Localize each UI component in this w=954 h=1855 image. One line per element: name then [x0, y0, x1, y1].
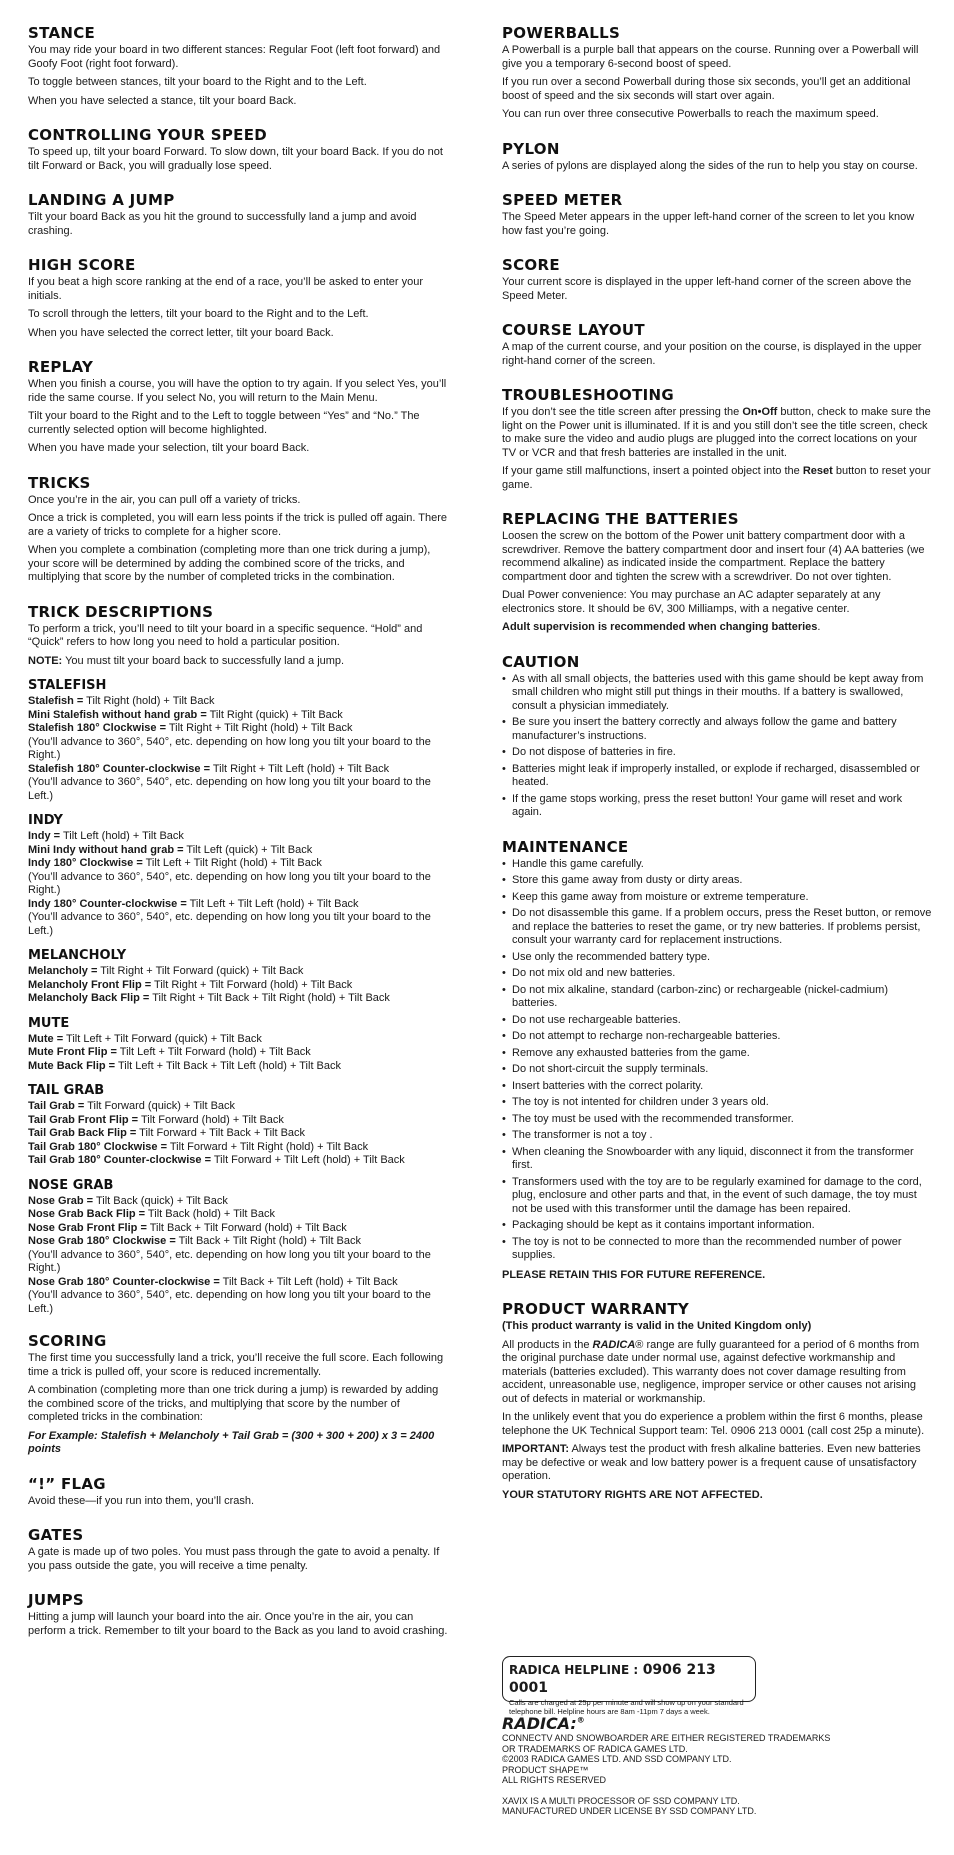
trick-line — [28, 844, 448, 858]
paragraph: To perform a trick, you’ll need to tilt your board in a specific sequence. “Hold” and “Quick” refers to how long you need to hold a particular position. — [28, 622, 423, 648]
trick-sequence: Tilt Left + Tilt Back + Tilt Left (hold) + Tilt Back — [115, 1059, 342, 1072]
section-title: COURSE LAYOUT — [502, 321, 645, 339]
trick-name: Nose Grab 180° Clockwise = — [28, 1235, 176, 1247]
list-item: • As with all small objects, the batteries used with this game should be kept away from small children who might still put things in their mouths. If a battery is swallowed, consult a physician immediately. — [502, 673, 932, 714]
legal-line: ALL RIGHTS RESERVED — [502, 1775, 607, 1785]
section-title: CAUTION — [502, 652, 580, 671]
list-item: • The toy is not intented for children under 3 years old. — [502, 1096, 932, 1110]
trick-name: Mini Indy without hand grab = — [28, 843, 184, 856]
section-title: POWERBALLS — [502, 24, 621, 42]
paragraph: You may ride your board in two different stances: Regular Foot (left foot forward) and Goofy Foot (right foot forward). — [28, 44, 441, 70]
helpline-label: RADICA HELPLINE : — [509, 1663, 639, 1677]
section-scoring — [28, 1332, 448, 1457]
section-maintenance — [502, 838, 932, 1283]
trick-group-melancholy — [28, 948, 448, 1006]
trick-line — [28, 1208, 448, 1222]
left-column — [28, 24, 448, 1656]
trick-sequence: Tilt Right + Tilt Forward (hold) + Tilt Back — [151, 978, 353, 991]
trick-line — [28, 763, 448, 777]
trick-note: (You’ll advance to 360°, 540°, etc. depending on how long you tilt your board to the Right.) — [28, 1248, 431, 1274]
trick-name: Tail Grab 180° Counter-clockwise = — [28, 1154, 212, 1166]
registered-mark: ® — [576, 1715, 585, 1725]
section-speed — [28, 126, 448, 173]
section-tricks — [28, 474, 448, 585]
paragraph: When you complete a combination (completing more than one trick during a jump), your score will be determined by adding the combined score of the tricks, and multiplying that score by the number of completed tricks in the combination. — [28, 544, 431, 583]
trick-sequence: Tilt Back (quick) + Tilt Back — [93, 1194, 228, 1207]
trick-name: Nose Grab 180° Counter-clockwise = — [28, 1275, 220, 1288]
trick-name: Mute Front Flip = — [28, 1046, 117, 1058]
list-item: • Do not use rechargeable batteries. — [502, 1014, 932, 1028]
note — [28, 655, 448, 669]
section-title: PYLON — [502, 139, 560, 158]
trick-note: (You’ll advance to 360°, 540°, etc. depending on how long you tilt your board to the Right.) — [28, 735, 431, 761]
trick-name: Melancholy = — [28, 965, 98, 977]
section-title: REPLACING THE BATTERIES — [502, 510, 739, 528]
paragraph — [502, 406, 932, 460]
paragraph: If you run over a second Powerball during those six seconds, you’ll get an additional boost of speed and the six seconds will start over again. — [502, 76, 911, 102]
trick-name: Nose Grab Front Flip = — [28, 1221, 147, 1234]
trick-sequence: Tilt Back + Tilt Right (hold) + Tilt Back — [175, 1235, 362, 1247]
legal-line: PRODUCT SHAPE™ — [502, 1764, 589, 1775]
section-replay — [28, 358, 448, 456]
trick-line — [28, 1141, 448, 1155]
trick-name: Indy 180° Clockwise = — [28, 857, 143, 869]
text: button to reset your game. — [502, 465, 931, 491]
trick-line — [28, 1154, 448, 1168]
section-title: PRODUCT WARRANTY — [502, 1300, 690, 1318]
paragraph: To toggle between stances, tilt your board to the Right and to the Left. — [28, 76, 367, 88]
section-troubleshooting — [502, 386, 932, 492]
warranty-subtitle: (This product warranty is valid in the United Kingdom only) — [502, 1320, 812, 1332]
paragraph: To scroll through the letters, tilt your board to the Right and to the Left. — [28, 308, 369, 320]
trick-sequence: Tilt Back + Tilt Forward (hold) + Tilt Back — [146, 1221, 347, 1234]
on-off-label: On•Off — [742, 406, 778, 418]
list-item: • Keep this game away from moisture or extreme temperature. — [502, 891, 932, 905]
section-replacing-batteries — [502, 510, 932, 635]
section-jumps — [28, 1591, 448, 1638]
trick-line — [28, 1033, 448, 1047]
section-title: SCORE — [502, 256, 560, 274]
paragraph: In the unlikely event that you do experience a problem within the first 6 months, please telephone the UK Technical Support team: Tel. 0906 213 0001 (call cost 25p a minute). — [502, 1411, 925, 1437]
retain-notice: PLEASE RETAIN THIS FOR FUTURE REFERENCE. — [502, 1268, 766, 1281]
paragraph: The Speed Meter appears in the upper left-hand corner of the screen to let you know how fast you’re going. — [502, 211, 915, 237]
trick-line — [28, 1114, 448, 1128]
trick-name: Mini Stalefish without hand grab = — [28, 708, 207, 721]
trick-name: Stalefish 180° Clockwise = — [28, 722, 166, 734]
trick-line — [28, 1195, 448, 1209]
paragraph: A Powerball is a purple ball that appears on the course. Running over a Powerball will give you a temporary 6-second boost of speed. — [502, 44, 919, 70]
legal-line: MANUFACTURED UNDER LICENSE BY SSD COMPANY LTD. — [502, 1806, 757, 1816]
section-title: TRICKS — [28, 473, 91, 492]
trick-sequence: Tilt Right + Tilt Right (hold) + Tilt Back — [166, 722, 353, 734]
scoring-example: For Example: Stalefish + Melancholy + Tail Grab = (300 + 300 + 200) x 3 = 2400 points — [28, 1429, 435, 1455]
text: If your game still malfunctions, insert a pointed object into the — [502, 465, 803, 477]
trick-sequence: Tilt Forward (hold) + Tilt Back — [138, 1113, 284, 1126]
trick-group-stalefish — [28, 678, 448, 803]
trick-group-title: NOSE GRAB — [28, 1177, 114, 1193]
list-item: • If the game stops working, press the reset button! Your game will reset and work again. — [502, 793, 932, 820]
trick-name: Tail Grab Back Flip = — [28, 1127, 137, 1139]
trick-line — [28, 695, 448, 709]
trick-sequence: Tilt Forward (quick) + Tilt Back — [84, 1100, 236, 1112]
trick-line — [28, 1100, 448, 1114]
list-item: • The transformer is not a toy . — [502, 1129, 932, 1143]
trick-group-tail-grab — [28, 1083, 448, 1168]
trick-line — [28, 857, 448, 871]
trick-group-title: MUTE — [28, 1015, 70, 1031]
list-item: • Do not dispose of batteries in fire. — [502, 746, 932, 760]
trick-line — [28, 1276, 448, 1290]
paragraph: A series of pylons are displayed along the sides of the run to help you stay on course. — [502, 159, 918, 172]
trick-line — [28, 979, 448, 993]
list-item: • Packaging should be kept as it contains important information. — [502, 1219, 932, 1233]
section-title: GATES — [28, 1526, 84, 1544]
section-speed-meter — [502, 191, 932, 238]
trick-name: Tail Grab = — [28, 1100, 85, 1112]
paragraph: Once a trick is completed, you will earn less points if the trick is pulled off again. There are a variety of tricks to complete for a higher score. — [28, 512, 448, 538]
paragraph: Hitting a jump will launch your board into the air. Once you’re in the air, you can perform a trick. Remember to tilt your board to the Back as you land to avoid crashing. — [28, 1611, 448, 1637]
section-caution — [502, 653, 932, 820]
trick-sequence: Tilt Left + Tilt Left (hold) + Tilt Back — [186, 897, 359, 910]
section-course-layout — [502, 321, 932, 368]
list-item: • Do not attempt to recharge non-rechargeable batteries. — [502, 1030, 932, 1044]
trick-sequence: Tilt Right + Tilt Left (hold) + Tilt Back — [210, 762, 390, 775]
section-title: JUMPS — [28, 1591, 84, 1609]
trick-line — [28, 1046, 448, 1060]
section-title: LANDING A JUMP — [28, 191, 175, 209]
section-title: “!” FLAG — [28, 1474, 106, 1493]
section-gates — [28, 1526, 448, 1573]
trick-group-title: STALEFISH — [28, 678, 107, 693]
paragraph: Once you’re in the air, you can pull off a variety of tricks. — [28, 493, 301, 506]
section-title: MAINTENANCE — [502, 837, 629, 856]
trick-sequence: Tilt Forward + Tilt Left (hold) + Tilt Back — [211, 1154, 405, 1166]
important-label: IMPORTANT: — [502, 1443, 570, 1455]
list-item: • Do not mix old and new batteries. — [502, 967, 932, 981]
section-high-score — [28, 256, 448, 340]
list-item: • The toy is not to be connected to more than the recommended number of power supplies. — [502, 1236, 932, 1263]
trick-line — [28, 1235, 448, 1249]
trick-sequence: Tilt Left + Tilt Forward (quick) + Tilt Back — [63, 1032, 262, 1045]
trick-line — [28, 1127, 448, 1141]
paragraph: When you have made your selection, tilt your board Back. — [28, 442, 310, 454]
trick-name: Mute Back Flip = — [28, 1059, 116, 1072]
trick-sequence: Tilt Back (hold) + Tilt Back — [145, 1208, 275, 1220]
maintenance-list — [502, 858, 932, 1263]
trick-note: (You’ll advance to 360°, 540°, etc. depending on how long you tilt your board to the Left.) — [28, 776, 431, 802]
section-title: SCORING — [28, 1332, 107, 1350]
section-product-warranty — [502, 1300, 932, 1502]
legal-line: OR TRADEMARKS OF RADICA GAMES LTD. — [502, 1743, 688, 1754]
radica-logo — [502, 1714, 932, 1733]
reset-label: Reset — [802, 465, 833, 477]
list-item: • Use only the recommended battery type. — [502, 951, 932, 965]
paragraph — [502, 1443, 932, 1484]
paragraph — [502, 465, 932, 492]
paragraph: Avoid these—if you run into them, you’ll crash. — [28, 1494, 255, 1507]
trick-sequence: Tilt Left + Tilt Forward (hold) + Tilt Back — [116, 1046, 311, 1058]
trick-line — [28, 830, 448, 844]
trick-name: Nose Grab = — [28, 1194, 94, 1207]
caution-list — [502, 673, 932, 820]
trick-note: (You’ll advance to 360°, 540°, etc. depending on how long you tilt your board to the Left.) — [28, 1289, 431, 1315]
paragraph: A gate is made up of two poles. You must pass through the gate to avoid a penalty. If you pass outside the gate, you will receive a time penalty. — [28, 1546, 440, 1572]
trick-sequence: Tilt Left (hold) + Tilt Back — [60, 830, 184, 842]
paragraph: Tilt your board to the Right and to the Left to toggle between “Yes” and “No.” The currently selected option will become highlighted. — [28, 410, 420, 436]
trick-name: Mute = — [28, 1032, 64, 1045]
helpline-number: 0906 213 0001 — [509, 1662, 716, 1696]
trick-name: Nose Grab Back Flip = — [28, 1208, 146, 1220]
text: ® range are fully guaranteed for a period of 6 months from the original purchase date under normal use, against defective workmanship and materials (batteries excluded). This warranty does not cover damage resulting from accident, unreasonable use, negligence, improper service or other causes not arising out of defects in material or workmanship. — [502, 1338, 920, 1405]
trick-sequence: Tilt Back + Tilt Left (hold) + Tilt Back — [219, 1275, 398, 1288]
section-pylon — [502, 140, 932, 174]
trick-line — [28, 1222, 448, 1236]
trick-group-indy — [28, 813, 448, 938]
trick-sequence: Tilt Forward + Tilt Right (hold) + Tilt Back — [167, 1140, 369, 1153]
section-powerballs — [502, 24, 932, 122]
paragraph: When you have selected the correct letter, tilt your board Back. — [28, 326, 334, 339]
section-stance — [28, 24, 448, 108]
trick-name: Stalefish = — [28, 695, 84, 707]
section-trick-descriptions — [28, 603, 448, 1317]
list-item: • Handle this game carefully. — [502, 858, 932, 872]
section-title: CONTROLLING YOUR SPEED — [28, 126, 268, 144]
helpline-note: Calls are charged at 25p per minute and will show up on your standard telephone bill. Helpline hours are 8am -11pm 7 days a week. — [509, 1698, 744, 1716]
list-item: • Do not mix alkaline, standard (carbon-zinc) or rechargeable (nickel-cadmium) batteries. — [502, 984, 932, 1011]
radica-brand: RADICA — [592, 1338, 636, 1351]
text: button, check to make sure the light on the Power unit is illuminated. If it is and you still don’t see the title screen, check to make sure the video and audio plugs are plugged into the correct locations on your TV or VCR and that fresh batteries are installed in the unit. — [502, 406, 931, 459]
list-item: • Store this game away from dusty or dirty areas. — [502, 874, 932, 888]
trick-name: Melancholy Front Flip = — [28, 978, 152, 991]
logo-text: RADICA: — [502, 1714, 577, 1733]
trick-line — [28, 722, 448, 736]
trick-line — [28, 965, 448, 979]
trick-line — [28, 898, 448, 912]
trick-group-title: TAIL GRAB — [28, 1083, 105, 1098]
trick-note: (You’ll advance to 360°, 540°, etc. depending on how long you tilt your board to the Right.) — [28, 870, 431, 896]
section-flag — [28, 1475, 448, 1509]
trick-group-title: MELANCHOLY — [28, 948, 127, 963]
trick-group-title: INDY — [28, 813, 63, 828]
paragraph: You can run over three consecutive Powerballs to reach the maximum speed. — [502, 108, 879, 120]
paragraph: When you finish a course, you will have the option to try again. If you select Yes, you’ll ride the same course. If you select No, you will return to the Main Menu. — [28, 378, 447, 404]
list-item: • When cleaning the Snowboarder with any liquid, disconnect it from the transformer first. — [502, 1146, 932, 1173]
trick-line — [28, 1060, 448, 1074]
legal-line: CONNECTV AND SNOWBOARDER ARE EITHER REGISTERED TRADEMARKS — [502, 1733, 831, 1743]
trick-sequence: Tilt Right + Tilt Forward (quick) + Tilt Back — [97, 965, 304, 977]
note-label: NOTE: — [28, 654, 63, 667]
list-item: • Be sure you insert the battery correctly and always follow the game and battery manufacturer’s instructions. — [502, 716, 932, 743]
section-title: HIGH SCORE — [28, 256, 136, 274]
note-text: You must tilt your board back to successfully land a jump. — [62, 654, 345, 667]
trick-name: Indy 180° Counter-clockwise = — [28, 897, 187, 910]
paragraph — [502, 1339, 932, 1407]
text: All products in the — [502, 1338, 593, 1351]
text: . — [817, 621, 821, 633]
paragraph: Tilt your board Back as you hit the ground to successfully land a jump and avoid crashing. — [28, 211, 417, 237]
list-item: • Do not disassemble this game. If a problem occurs, press the Reset button, or remove and replace the batteries to reset the game, or try new batteries. If problems persist, consult your warranty card for replacement instructions. — [502, 907, 932, 948]
paragraph: Dual Power convenience: You may purchase an AC adapter separately at any electronics store. It should be 6V, 300 Milliamps, with a negative center. — [502, 589, 881, 615]
trick-name: Stalefish 180° Counter-clockwise = — [28, 762, 210, 775]
helpline-heading — [509, 1661, 749, 1697]
trick-sequence: Tilt Left + Tilt Right (hold) + Tilt Back — [142, 857, 322, 869]
list-item: • Remove any exhausted batteries from the game. — [502, 1047, 932, 1061]
right-column — [502, 24, 932, 1520]
legal-line: XAVIX IS A MULTI PROCESSOR OF SSD COMPANY LTD. — [502, 1795, 740, 1806]
section-landing — [28, 191, 448, 238]
trick-line — [28, 709, 448, 723]
paragraph: To speed up, tilt your board Forward. To slow down, tilt your board Back. If you do not tilt Forward or Back, you will gradually lose speed. — [28, 146, 443, 172]
list-item: • Batteries might leak if improperly installed, or explode if recharged, disassembled or heated. — [502, 763, 932, 790]
section-title: STANCE — [28, 24, 96, 42]
paragraph: A map of the current course, and your position on the course, is displayed in the upper right-hand corner of the screen. — [502, 341, 922, 367]
trick-line — [28, 992, 448, 1006]
trick-name: Indy = — [28, 830, 61, 842]
section-title: SPEED METER — [502, 191, 623, 209]
paragraph: Loosen the screw on the bottom of the Power unit battery compartment door with a screwdriver. Remove the battery compartment door and insert four (4) AA batteries (we recommend alkaline) as indicated inside the compartment. Replace the battery compartment door and tighten the screw with a screwdriver. Do not over tighten. — [502, 530, 925, 583]
trick-sequence: Tilt Right (quick) + Tilt Back — [206, 708, 343, 721]
paragraph: A combination (completing more than one trick during a jump) is rewarded by adding the combined score of the tricks, and multiplying that score by the number of completed tricks in the combination: — [28, 1384, 439, 1423]
paragraph: Your current score is displayed in the upper left-hand corner of the screen above the Speed Meter. — [502, 276, 912, 302]
adult-supervision-note: Adult supervision is recommended when changing batteries — [502, 621, 818, 633]
list-item: • Insert batteries with the correct polarity. — [502, 1080, 932, 1094]
trick-note: (You’ll advance to 360°, 540°, etc. depending on how long you tilt your board to the Left.) — [28, 911, 431, 937]
paragraph: When you have selected a stance, tilt your board Back. — [28, 94, 297, 107]
footer — [502, 1714, 932, 1817]
section-title: TRICK DESCRIPTIONS — [28, 602, 214, 621]
section-score — [502, 256, 932, 303]
trick-name: Melancholy Back Flip = — [28, 992, 150, 1004]
trick-group-mute — [28, 1016, 448, 1074]
paragraph: The first time you successfully land a trick, you’ll receive the full score. Each following time a trick is pulled off, your score is reduced incrementally. — [28, 1352, 444, 1378]
trick-name: Tail Grab 180° Clockwise = — [28, 1140, 168, 1153]
statutory-rights: YOUR STATUTORY RIGHTS ARE NOT AFFECTED. — [502, 1488, 763, 1501]
list-item: • Do not short-circuit the supply terminals. — [502, 1063, 932, 1077]
helpline-box — [502, 1656, 756, 1716]
paragraph — [502, 621, 932, 635]
section-title: REPLAY — [28, 358, 94, 376]
trick-sequence: Tilt Forward + Tilt Back + Tilt Back — [136, 1127, 306, 1139]
list-item: • The toy must be used with the recommended transformer. — [502, 1113, 932, 1127]
trick-name: Tail Grab Front Flip = — [28, 1113, 139, 1126]
legal-line: ©2003 RADICA GAMES LTD. AND SSD COMPANY LTD. — [502, 1754, 732, 1764]
section-title: TROUBLESHOOTING — [502, 386, 674, 404]
text: Always test the product with fresh alkaline batteries. Even new batteries may be defective or weak and low battery power is a frequent cause of unsatisfactory operation. — [502, 1443, 921, 1482]
trick-sequence: Tilt Right (hold) + Tilt Back — [83, 695, 215, 707]
trick-group-nose-grab — [28, 1178, 448, 1317]
trick-sequence: Tilt Right + Tilt Back + Tilt Right (hold) + Tilt Back — [149, 992, 390, 1004]
list-item: • Transformers used with the toy are to be regularly examined for damage to the cord, plug, enclosure and other parts and that, in the event of such damage, the toy must not be used with this transformer until the damage has been repaired. — [502, 1176, 932, 1217]
trick-sequence: Tilt Left (quick) + Tilt Back — [183, 843, 313, 856]
paragraph: If you beat a high score ranking at the end of a race, you’ll be asked to enter your initials. — [28, 276, 424, 302]
text: If you don’t see the title screen after pressing the — [502, 406, 743, 418]
